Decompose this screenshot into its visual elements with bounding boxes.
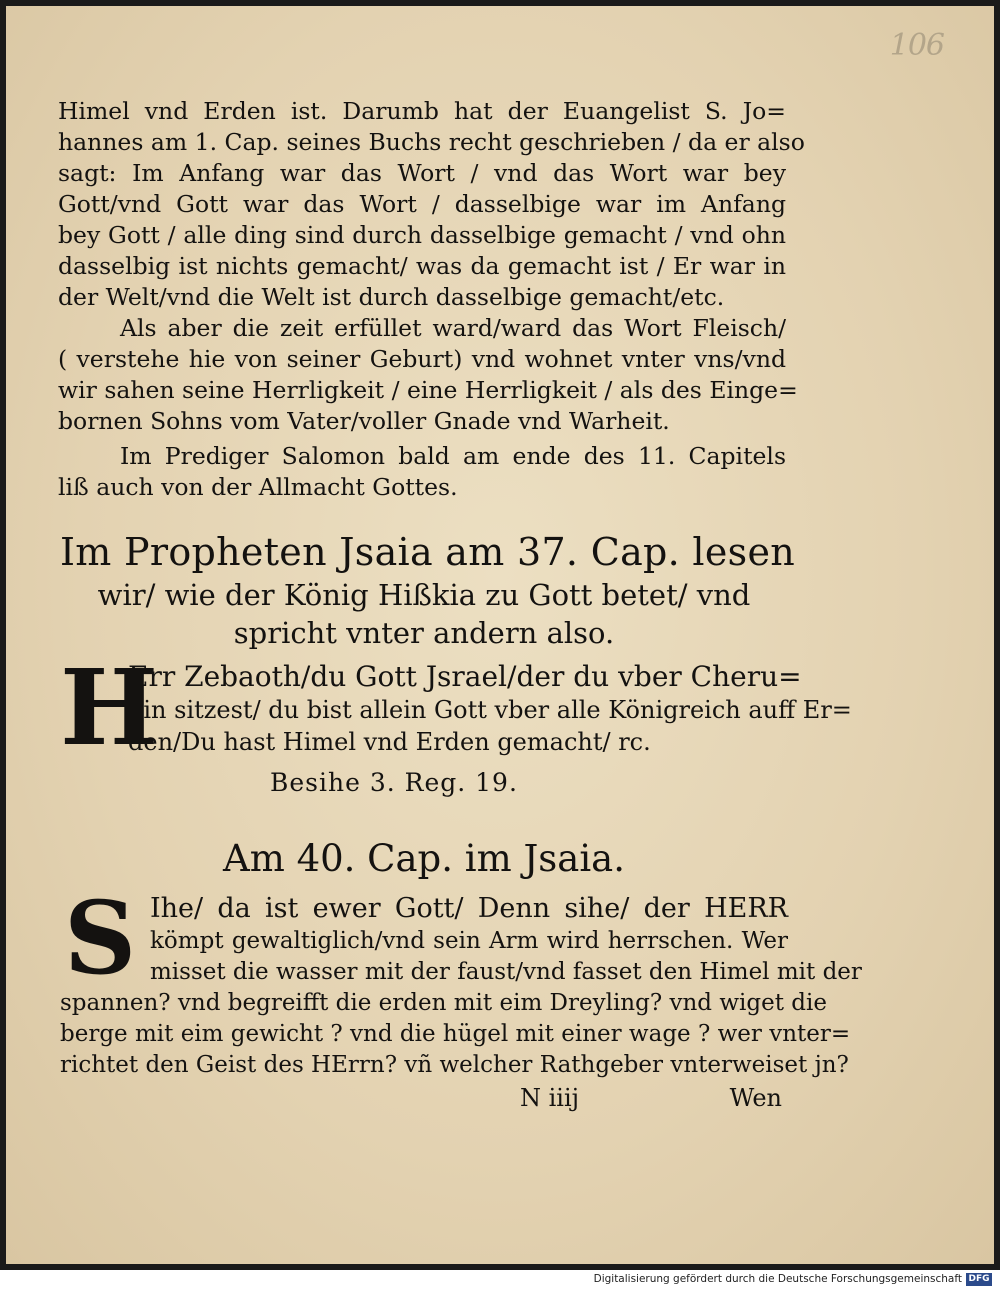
heading-line: Im Propheten Jsaia am 37. Cap. lesen: [60, 530, 796, 574]
text-line: Als aber die zeit erfüllet ward/ward das Wort Fleisch/: [120, 314, 786, 342]
text-line: liß auch von der Allmacht Gottes.: [58, 473, 458, 501]
text-line: dasselbig ist nichts gemacht/ was da gemacht ist / Er war in: [58, 252, 786, 280]
drop-cap: S: [64, 879, 137, 997]
heading-isaiah-37: [60, 528, 796, 652]
text-line: Gott/vnd Gott war das Wort / dasselbige war im Anfang: [58, 190, 786, 218]
heading-line: wir/ wie der König Hißkia zu Gott betet/ vnd: [97, 578, 751, 612]
dfg-logo-icon: DFG: [966, 1273, 992, 1286]
drop-cap: H: [60, 646, 159, 769]
text-line: bey Gott / alle ding sind durch dasselbige gemacht / vnd ohn: [58, 221, 786, 249]
catchword: Wen: [729, 1084, 782, 1112]
heading-isaiah-40: Am 40. Cap. im Jsaia.: [223, 837, 625, 880]
text-line: Err Zebaoth/du Gott Jsrael/der du vber Cheru=: [128, 660, 802, 693]
prayer-block: [60, 646, 852, 769]
signature-mark: N iiij: [520, 1084, 580, 1112]
paragraph-1: [58, 96, 805, 503]
text-line: wir sahen seine Herrligkeit / eine Herrligkeit / als des Einge=: [58, 376, 798, 404]
text-line: hannes am 1. Cap. seines Buchs recht geschrieben / da er also: [58, 128, 805, 156]
text-line: berge mit eim gewicht ? vnd die hügel mit einer wage ? wer vnter=: [60, 1021, 851, 1047]
text-line: Himel vnd Erden ist. Darumb hat der Euangelist S. Jo=: [58, 97, 786, 125]
text-line: Im Prediger Salomon bald am ende des 11. Capitels: [120, 442, 786, 470]
dfg-credit-bar: [0, 1270, 1000, 1290]
text-line: spannen? vnd begreifft die erden mit eim Dreyling? vnd wiget die: [60, 990, 827, 1016]
text-line: richtet den Geist des HErrn? vñ welcher Rathgeber vnterweiset jn?: [60, 1052, 849, 1078]
folio-number: 106: [889, 28, 944, 63]
text-line: bornen Sohns vom Vater/voller Gnade vnd Warheit.: [58, 407, 670, 435]
text-line: misset die wasser mit der faust/vnd fasset den Himel mit der: [150, 959, 862, 985]
text-line: der Welt/vnd die Welt ist durch dasselbige gemacht/etc.: [58, 283, 725, 311]
text-line: den/Du hast Himel vnd Erden gemacht/ rc.: [128, 728, 651, 756]
isaiah-40-block: [60, 879, 862, 1081]
heading-line: spricht vnter andern also.: [233, 616, 615, 650]
text-line: bin sitzest/ du bist allein Gott vber alle Königreich auff Er=: [128, 696, 852, 724]
text-line: ( verstehe hie von seiner Geburt) vnd wohnet vnter vns/vnd: [58, 345, 786, 373]
text-line: sagt: Im Anfang war das Wort / vnd das Wort war bey: [58, 159, 786, 187]
text-line: Ihe/ da ist ewer Gott/ Denn sihe/ der HERR: [150, 893, 788, 924]
text-line: kömpt gewaltiglich/vnd sein Arm wird herrschen. Wer: [150, 928, 788, 954]
reference-line: Besihe 3. Reg. 19.: [270, 768, 518, 797]
dfg-credit-text: Digitalisierung gefördert durch die Deutsche Forschungsgemeinschaft: [593, 1273, 962, 1285]
